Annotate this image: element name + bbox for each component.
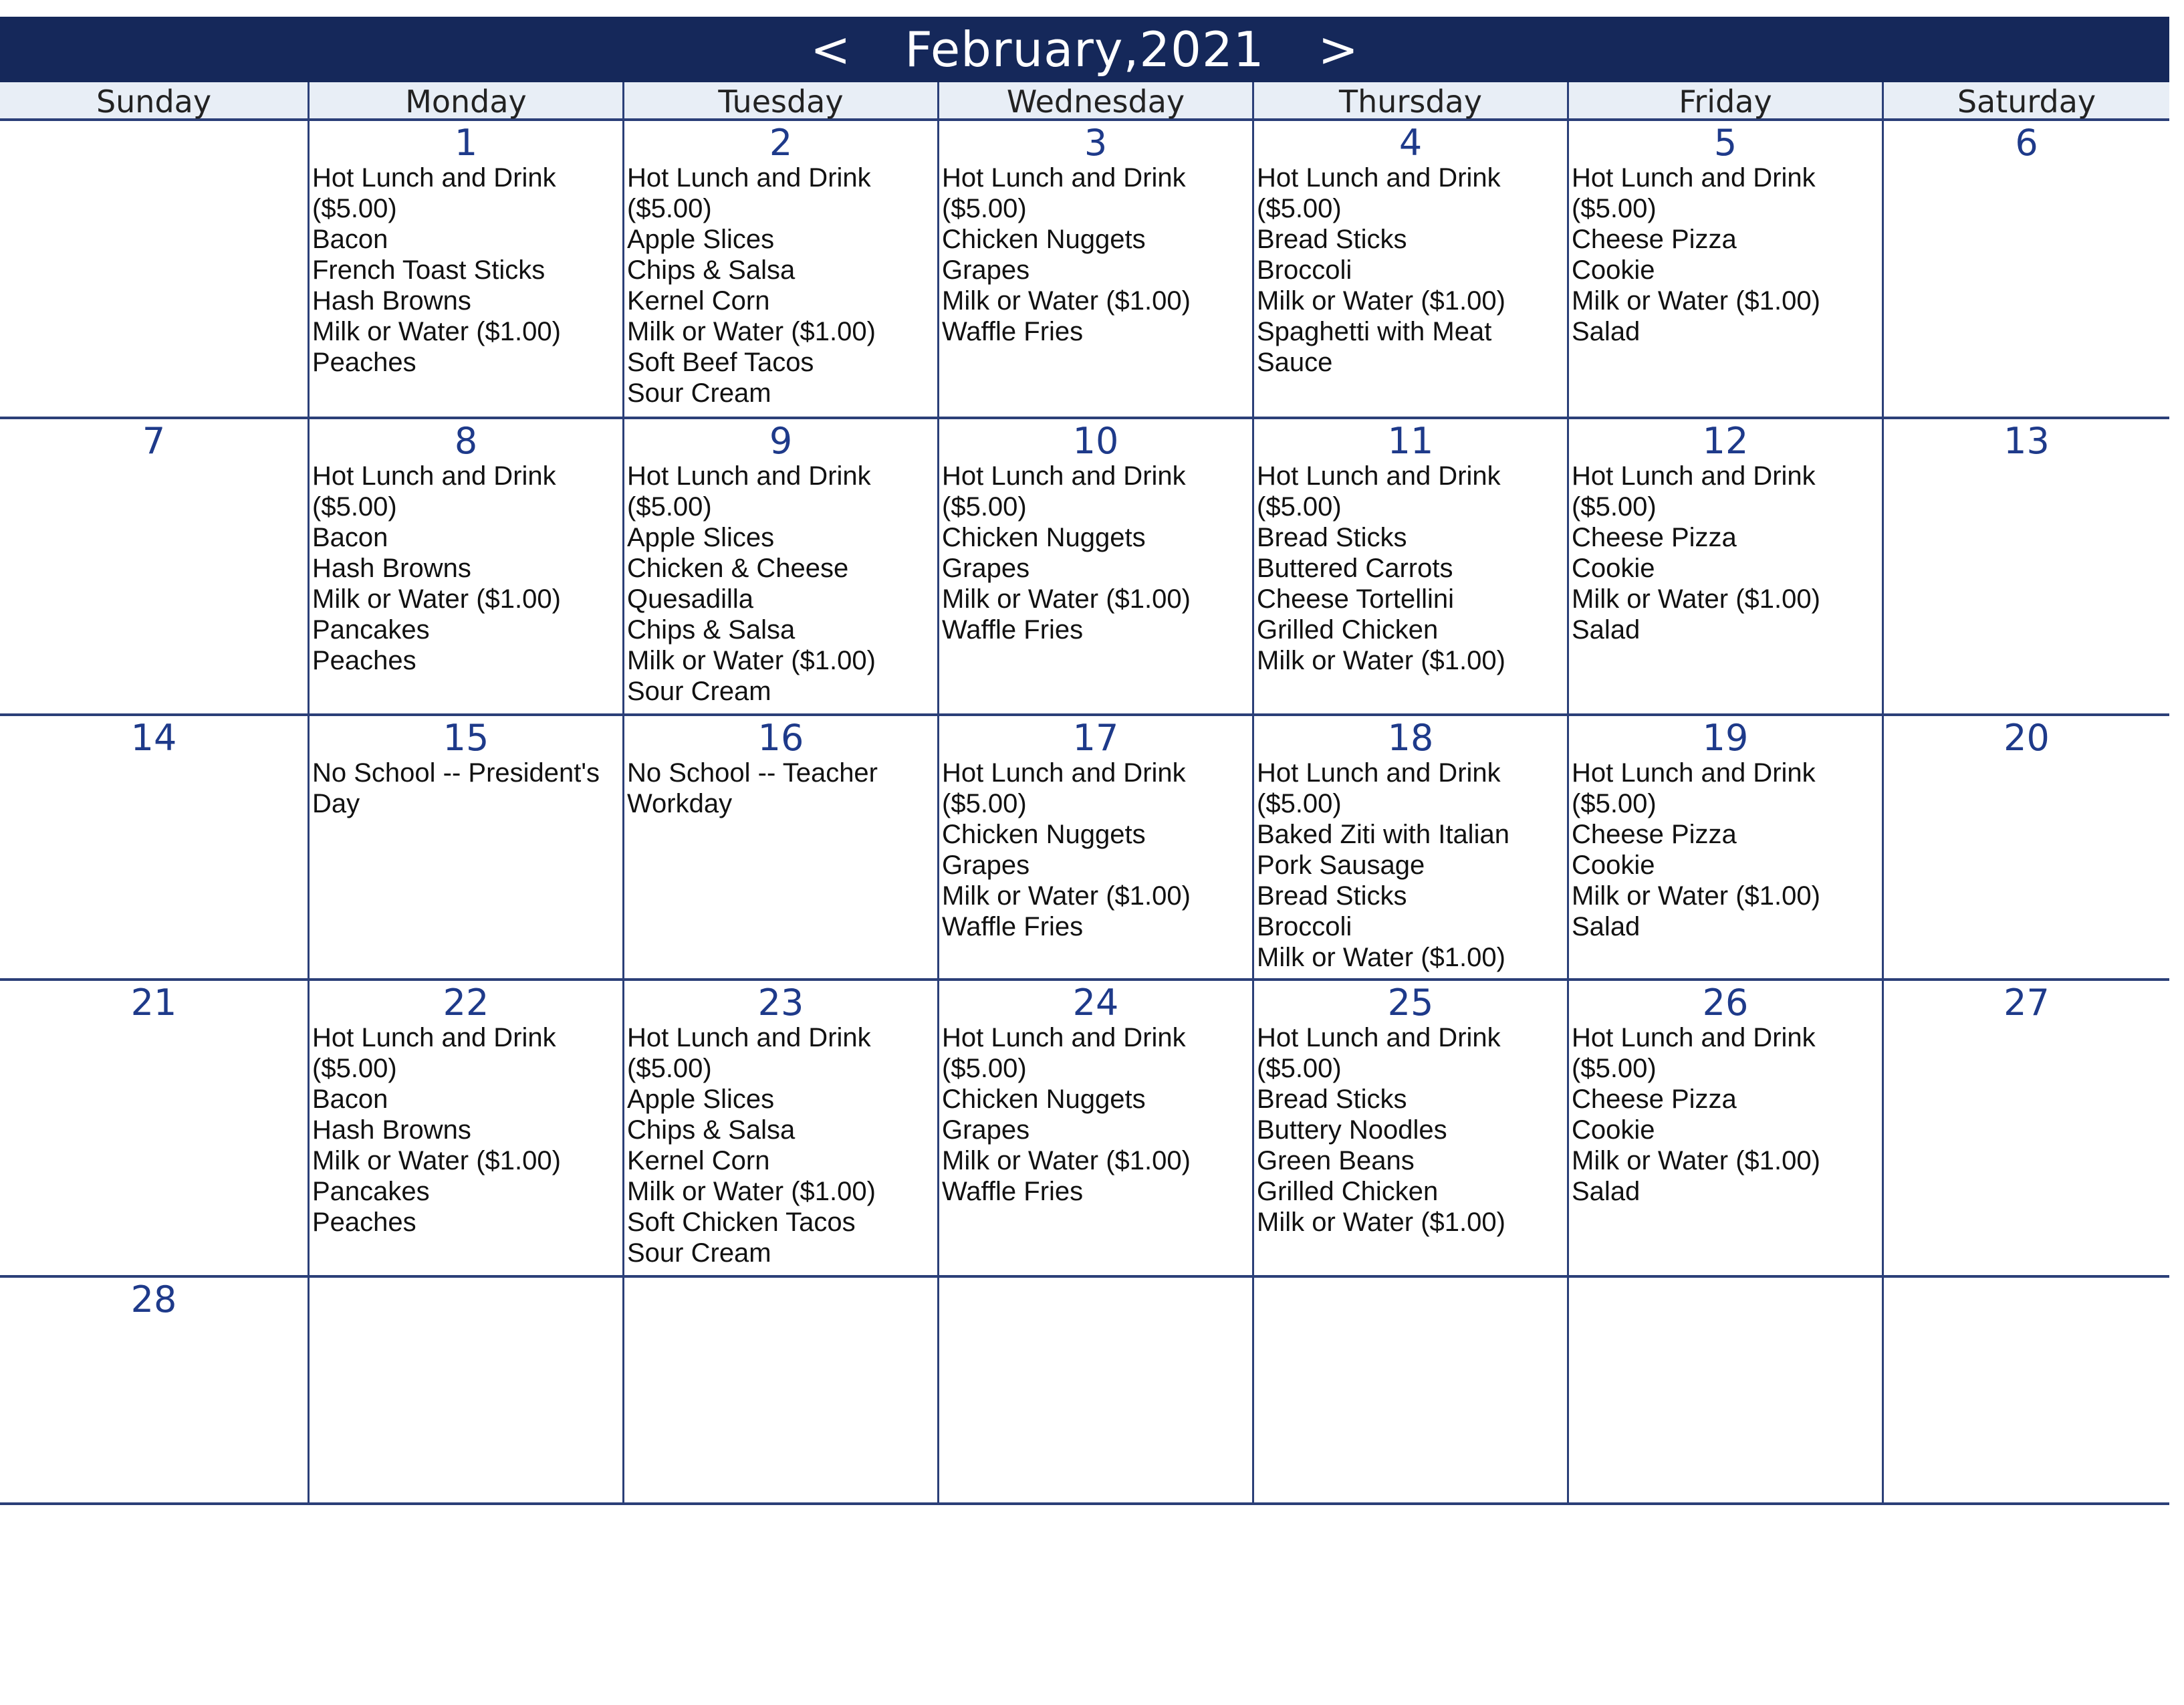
menu-item: Milk or Water ($1.00): [312, 317, 561, 346]
menu-item: Hot Lunch and Drink: [627, 163, 871, 193]
day-number: 22: [443, 982, 489, 1024]
menu-item: Hot Lunch and Drink: [1572, 1023, 1816, 1052]
menu-item: Soft Beef Tacos: [627, 348, 814, 377]
menu-item: ($5.00): [1572, 1054, 1657, 1083]
day-cell-thursday[interactable]: [1254, 419, 1569, 713]
menu-item: Salad: [1572, 317, 1641, 346]
menu-item: Milk or Water ($1.00): [312, 584, 561, 614]
menu-item: Chicken Nuggets: [942, 523, 1146, 552]
menu-item: Apple Slices: [627, 225, 775, 254]
menu-list: [1254, 758, 1567, 973]
menu-item: Peaches: [312, 646, 416, 675]
menu-item: Sauce: [1257, 348, 1333, 377]
week-row: [0, 419, 2169, 716]
menu-item: Salad: [1572, 912, 1641, 941]
menu-item: Hot Lunch and Drink: [1257, 461, 1501, 491]
day-number: 11: [1387, 420, 1434, 462]
menu-item: Milk or Water ($1.00): [942, 1146, 1191, 1175]
menu-item: Milk or Water ($1.00): [1572, 286, 1820, 316]
month-title-bar: [0, 17, 2169, 82]
weekday-wednesday: Wednesday: [939, 82, 1254, 121]
menu-item: Milk or Water ($1.00): [1572, 881, 1820, 911]
day-cell-tuesday[interactable]: [624, 419, 939, 713]
menu-item: ($5.00): [1572, 789, 1657, 818]
weekday-header-row: [0, 82, 2169, 121]
menu-item: Waffle Fries: [942, 615, 1084, 645]
menu-item: Kernel Corn: [627, 1146, 770, 1175]
menu-item: Sour Cream: [627, 1238, 771, 1268]
menu-list: [1569, 461, 1882, 645]
menu-item: Broccoli: [1257, 255, 1352, 285]
day-number: 6: [2015, 122, 2038, 164]
day-number: 27: [2004, 982, 2050, 1024]
day-number: 12: [1702, 420, 1749, 462]
menu-list: [939, 162, 1252, 347]
menu-item: Peaches: [312, 348, 416, 377]
day-number: 15: [443, 717, 489, 759]
menu-item: Hash Browns: [312, 1115, 471, 1145]
menu-item: Bread Sticks: [1257, 881, 1407, 911]
day-number: 5: [1713, 122, 1737, 164]
menu-item: Sour Cream: [627, 677, 771, 706]
menu-item: ($5.00): [627, 492, 712, 522]
weekday-sunday: Sunday: [0, 82, 310, 121]
menu-item: Spaghetti with Meat: [1257, 317, 1492, 346]
day-cell-saturday[interactable]: [1884, 981, 2169, 1275]
day-number: 3: [1084, 122, 1108, 164]
menu-item: Hot Lunch and Drink: [1572, 163, 1816, 193]
menu-item: Cookie: [1572, 1115, 1655, 1145]
menu-item: Milk or Water ($1.00): [627, 317, 876, 346]
menu-item: Milk or Water ($1.00): [1572, 584, 1820, 614]
menu-list: [624, 1022, 937, 1268]
day-cell-tuesday[interactable]: [624, 981, 939, 1275]
day-number: 20: [2004, 717, 2050, 759]
menu-item: Salad: [1572, 1177, 1641, 1206]
menu-item: Pancakes: [312, 1177, 430, 1206]
menu-item: ($5.00): [627, 194, 712, 223]
day-cell-thursday[interactable]: [1254, 121, 1569, 417]
calendar-weeks: [0, 121, 2169, 1505]
menu-item: Milk or Water ($1.00): [942, 286, 1191, 316]
menu-item: Apple Slices: [627, 523, 775, 552]
menu-item: Hot Lunch and Drink: [627, 461, 871, 491]
menu-item: Milk or Water ($1.00): [1257, 646, 1505, 675]
menu-item: Bread Sticks: [1257, 225, 1407, 254]
menu-item: Baked Ziti with Italian: [1257, 820, 1509, 849]
menu-item: ($5.00): [1257, 1054, 1342, 1083]
menu-item: Buttery Noodles: [1257, 1115, 1447, 1145]
menu-list: [310, 162, 622, 378]
menu-item: ($5.00): [627, 1054, 712, 1083]
day-cell-friday[interactable]: [1569, 121, 1884, 417]
day-number: 9: [769, 420, 793, 462]
menu-item: Chicken Nuggets: [942, 820, 1146, 849]
menu-item: Hot Lunch and Drink: [1257, 163, 1501, 193]
menu-item: ($5.00): [312, 194, 397, 223]
day-cell-saturday[interactable]: [1884, 1278, 2169, 1502]
weekday-saturday: Saturday: [1957, 84, 2096, 120]
day-cell-sunday[interactable]: [0, 419, 310, 713]
day-number: 2: [769, 122, 793, 164]
menu-list: [1569, 162, 1882, 347]
day-cell-monday[interactable]: [310, 716, 624, 978]
day-cell-wednesday[interactable]: [939, 1278, 1254, 1502]
menu-item: Hot Lunch and Drink: [1572, 758, 1816, 788]
menu-item: ($5.00): [1257, 492, 1342, 522]
day-number: 18: [1387, 717, 1434, 759]
day-cell-tuesday[interactable]: [624, 121, 939, 417]
menu-item: Milk or Water ($1.00): [1257, 286, 1505, 316]
menu-item: Bread Sticks: [1257, 523, 1407, 552]
month-title: February,2021: [904, 21, 1265, 78]
menu-item: Bacon: [312, 1085, 388, 1114]
day-number: 21: [130, 982, 177, 1024]
menu-item: ($5.00): [942, 194, 1027, 223]
menu-item: Grilled Chicken: [1257, 1177, 1439, 1206]
menu-item: ($5.00): [312, 492, 397, 522]
menu-item: Cheese Pizza: [1572, 225, 1737, 254]
next-month-button[interactable]: >: [1318, 21, 1359, 78]
day-cell-wednesday[interactable]: [939, 981, 1254, 1275]
menu-item: Chicken Nuggets: [942, 1085, 1146, 1114]
menu-item: Hot Lunch and Drink: [1257, 758, 1501, 788]
menu-item: Cookie: [1572, 255, 1655, 285]
day-cell-saturday[interactable]: [1884, 121, 2169, 417]
day-number: 26: [1702, 982, 1749, 1024]
menu-item: Green Beans: [1257, 1146, 1415, 1175]
menu-item: Hot Lunch and Drink: [942, 758, 1186, 788]
menu-item: Cheese Pizza: [1572, 820, 1737, 849]
day-number: 23: [757, 982, 804, 1024]
day-number: 1: [454, 122, 478, 164]
day-cell-monday[interactable]: [310, 1278, 624, 1502]
day-cell-wednesday[interactable]: [939, 716, 1254, 978]
menu-item: Milk or Water ($1.00): [627, 646, 876, 675]
menu-item: Milk or Water ($1.00): [1257, 1208, 1505, 1237]
menu-item: ($5.00): [942, 1054, 1027, 1083]
menu-list: [939, 758, 1252, 942]
menu-item: Hot Lunch and Drink: [312, 163, 556, 193]
week-row: [0, 981, 2169, 1278]
weekday-tuesday: Tuesday: [624, 82, 939, 121]
menu-item: No School -- President's: [312, 758, 600, 788]
day-cell-sunday[interactable]: [0, 1278, 310, 1502]
menu-item: Waffle Fries: [942, 1177, 1084, 1206]
menu-item: Milk or Water ($1.00): [1257, 943, 1505, 972]
day-cell-sunday[interactable]: [0, 121, 310, 417]
day-cell-thursday[interactable]: [1254, 1278, 1569, 1502]
day-cell-monday[interactable]: [310, 121, 624, 417]
menu-item: Cookie: [1572, 554, 1655, 583]
menu-item: ($5.00): [942, 789, 1027, 818]
menu-item: Cheese Tortellini: [1257, 584, 1454, 614]
menu-item: Milk or Water ($1.00): [312, 1146, 561, 1175]
menu-item: Grapes: [942, 850, 1030, 880]
menu-item: Hash Browns: [312, 554, 471, 583]
week-row: [0, 121, 2169, 419]
menu-list: [1254, 162, 1567, 378]
menu-list: [310, 758, 622, 819]
day-number: 16: [757, 717, 804, 759]
menu-item: Milk or Water ($1.00): [942, 584, 1191, 614]
day-cell-wednesday[interactable]: [939, 419, 1254, 713]
menu-item: ($5.00): [1572, 194, 1657, 223]
menu-item: Hot Lunch and Drink: [942, 1023, 1186, 1052]
menu-item: Hot Lunch and Drink: [1572, 461, 1816, 491]
day-cell-saturday[interactable]: [1884, 716, 2169, 978]
menu-item: Peaches: [312, 1208, 416, 1237]
menu-item: Cookie: [1572, 850, 1655, 880]
menu-item: Day: [312, 789, 360, 818]
menu-item: Pancakes: [312, 615, 430, 645]
week-row: [0, 716, 2169, 981]
day-cell-friday[interactable]: [1569, 1278, 1884, 1502]
menu-item: Chips & Salsa: [627, 255, 796, 285]
menu-item: Quesadilla: [627, 584, 754, 614]
menu-item: Grapes: [942, 255, 1030, 285]
day-cell-thursday[interactable]: [1254, 981, 1569, 1275]
day-cell-thursday[interactable]: [1254, 716, 1569, 978]
weekday-monday: Monday: [310, 82, 624, 121]
day-number: 4: [1399, 122, 1423, 164]
menu-item: Hot Lunch and Drink: [312, 461, 556, 491]
menu-item: Grapes: [942, 554, 1030, 583]
day-cell-friday[interactable]: [1569, 419, 1884, 713]
menu-item: ($5.00): [312, 1054, 397, 1083]
menu-item: Milk or Water ($1.00): [942, 881, 1191, 911]
menu-item: Hot Lunch and Drink: [942, 163, 1186, 193]
menu-item: Apple Slices: [627, 1085, 775, 1114]
day-cell-monday[interactable]: [310, 981, 624, 1275]
menu-item: Pork Sausage: [1257, 850, 1425, 880]
menu-list: [939, 461, 1252, 645]
menu-item: Chicken & Cheese: [627, 554, 849, 583]
day-cell-saturday[interactable]: [1884, 419, 2169, 713]
calendar: [0, 17, 2169, 1505]
day-cell-friday[interactable]: [1569, 716, 1884, 978]
menu-list: [1569, 1022, 1882, 1207]
menu-item: Chips & Salsa: [627, 615, 796, 645]
weekday-friday: Friday: [1569, 82, 1884, 121]
day-cell-sunday[interactable]: [0, 981, 310, 1275]
day-cell-sunday[interactable]: [0, 716, 310, 978]
menu-item: Hash Browns: [312, 286, 471, 316]
prev-month-button[interactable]: <: [810, 21, 852, 78]
menu-item: Chips & Salsa: [627, 1115, 796, 1145]
menu-item: Grapes: [942, 1115, 1030, 1145]
menu-item: Cheese Pizza: [1572, 523, 1737, 552]
menu-item: Bread Sticks: [1257, 1085, 1407, 1114]
menu-item: Buttered Carrots: [1257, 554, 1453, 583]
day-number: 7: [142, 420, 166, 462]
menu-item: ($5.00): [1572, 492, 1657, 522]
menu-item: Grilled Chicken: [1257, 615, 1439, 645]
menu-list: [310, 461, 622, 676]
day-cell-wednesday[interactable]: [939, 121, 1254, 417]
day-number: 8: [454, 420, 478, 462]
menu-item: Workday: [627, 789, 733, 818]
menu-item: Hot Lunch and Drink: [1257, 1023, 1501, 1052]
menu-item: Broccoli: [1257, 912, 1352, 941]
menu-item: Waffle Fries: [942, 317, 1084, 346]
menu-item: Hot Lunch and Drink: [312, 1023, 556, 1052]
menu-item: Chicken Nuggets: [942, 225, 1146, 254]
menu-list: [310, 1022, 622, 1238]
menu-item: ($5.00): [1257, 789, 1342, 818]
menu-item: Bacon: [312, 225, 388, 254]
day-cell-tuesday[interactable]: [624, 1278, 939, 1502]
menu-list: [1569, 758, 1882, 942]
menu-item: ($5.00): [1257, 194, 1342, 223]
menu-list: [1254, 461, 1567, 676]
day-number: 14: [130, 717, 177, 759]
menu-item: Waffle Fries: [942, 912, 1084, 941]
menu-item: Salad: [1572, 615, 1641, 645]
day-number: 10: [1072, 420, 1119, 462]
week-row: [0, 1278, 2169, 1505]
menu-item: French Toast Sticks: [312, 255, 545, 285]
menu-item: Bacon: [312, 523, 388, 552]
menu-item: Milk or Water ($1.00): [1572, 1146, 1820, 1175]
menu-list: [624, 162, 937, 409]
day-cell-monday[interactable]: [310, 419, 624, 713]
menu-list: [939, 1022, 1252, 1207]
menu-item: Soft Chicken Tacos: [627, 1208, 856, 1237]
menu-list: [624, 758, 937, 819]
menu-item: No School -- Teacher: [627, 758, 878, 788]
menu-item: Kernel Corn: [627, 286, 770, 316]
menu-item: Cheese Pizza: [1572, 1085, 1737, 1114]
day-number: 24: [1072, 982, 1119, 1024]
menu-item: Hot Lunch and Drink: [942, 461, 1186, 491]
day-number: 13: [2004, 420, 2050, 462]
day-number: 25: [1387, 982, 1434, 1024]
menu-item: Sour Cream: [627, 378, 771, 408]
day-number: 28: [130, 1278, 177, 1321]
day-cell-friday[interactable]: [1569, 981, 1884, 1275]
menu-item: Milk or Water ($1.00): [627, 1177, 876, 1206]
menu-list: [1254, 1022, 1567, 1238]
day-cell-tuesday[interactable]: [624, 716, 939, 978]
day-number: 17: [1072, 717, 1119, 759]
menu-list: [624, 461, 937, 707]
weekday-thursday: Thursday: [1254, 82, 1569, 121]
menu-item: ($5.00): [942, 492, 1027, 522]
day-number: 19: [1702, 717, 1749, 759]
menu-item: Hot Lunch and Drink: [627, 1023, 871, 1052]
